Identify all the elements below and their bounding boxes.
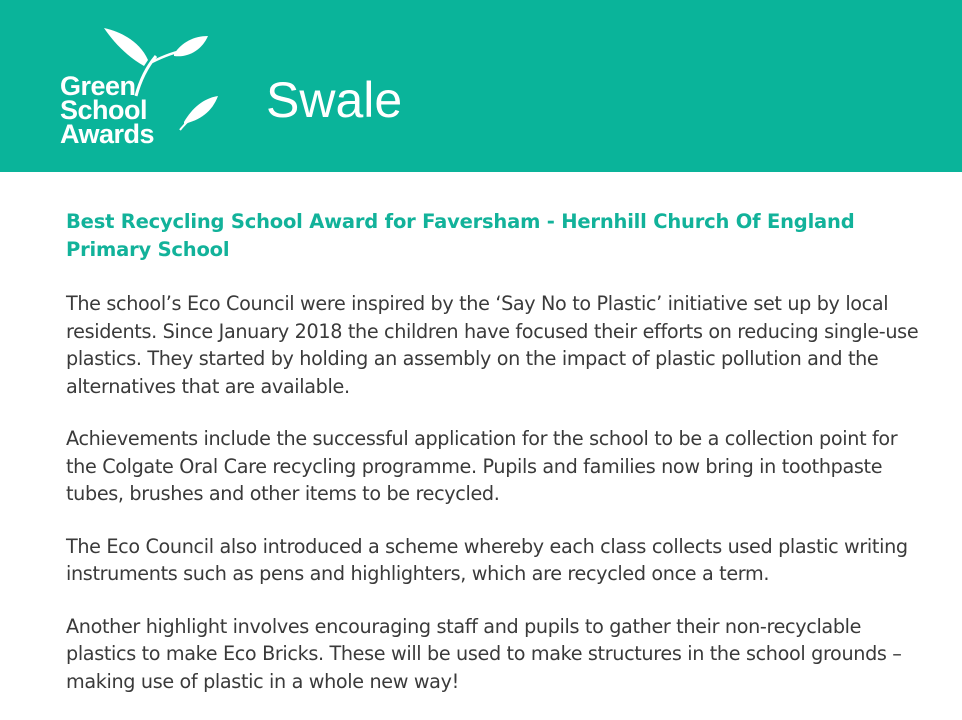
logo-line-school: School (60, 95, 148, 125)
region-title: Swale (266, 72, 403, 128)
logo-wordmark (60, 71, 155, 149)
header-banner (0, 0, 962, 172)
article-body (66, 208, 926, 720)
logo-line-green: Green (60, 71, 136, 101)
paragraph-scheme: The Eco Council also introduced a scheme whereby each class collects used plastic writing instruments such as pens and highlighters, which are recycled once a term. (66, 534, 908, 585)
green-school-awards-logo (56, 26, 226, 156)
paragraph-eco-council: The school’s Eco Council were inspired by the ‘Say No to Plastic’ initiative set up by local residents. Since January 2018 the children have focused their efforts on reducing single-use plastics. They started by holding an assembly on the impact of plastic pollution and the alternatives that are available. (66, 292, 919, 398)
logo-line-awards: Awards (60, 119, 155, 149)
paragraph-achievements: Achievements include the successful application for the school to be a collection point for the Colgate Oral Care recycling programme. Pupils and families now bring in toothpaste tubes, brushes and other items to be recycled. (66, 427, 898, 505)
paragraph-eco-bricks: Another highlight involves encouraging staff and pupils to gather their non-recyclable plastics to make Eco Bricks. These will be used to make structures in the school grounds – making use of plastic in a whole new way! (66, 614, 902, 693)
award-title: Best Recycling School Award for Faversham - Hernhill Church Of England Primary School (66, 210, 855, 261)
